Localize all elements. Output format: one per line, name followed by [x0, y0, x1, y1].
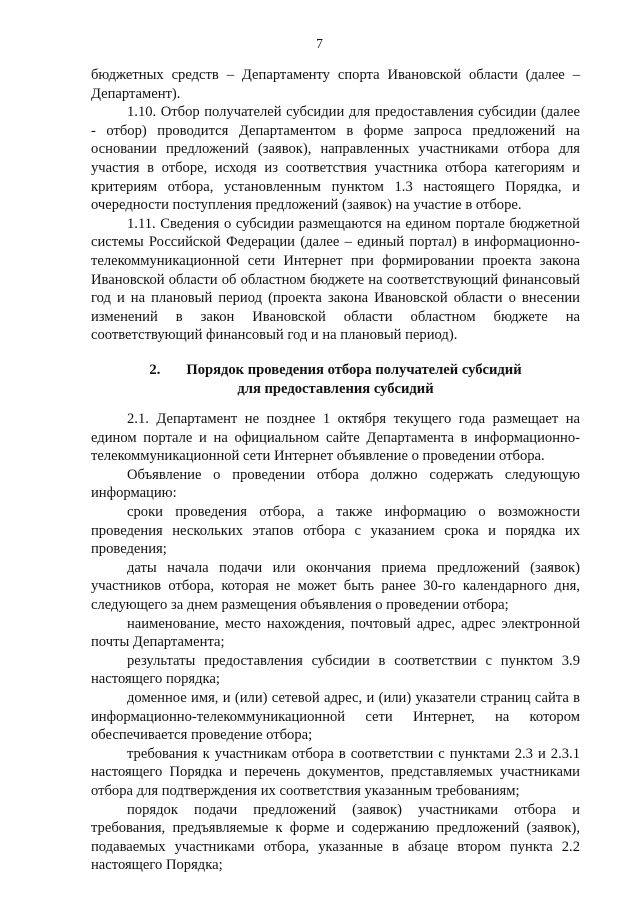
- section-title-line1: Порядок проведения отбора получателей субсидий: [186, 361, 522, 378]
- section-number: 2.: [149, 361, 161, 378]
- list-item-domain: доменное имя, и (или) сетевой адрес, и (или) указатели страниц сайта в информационно-телекоммуникационной сети Интернет, на котором обеспечивается проведение отбора;: [91, 690, 580, 744]
- paragraph-continuation: бюджетных средств – Департаменту спорта Ивановской области (далее – Департамент).: [91, 67, 580, 102]
- page-number: 7: [316, 36, 323, 51]
- section-title-line2: для предоставления субсидий: [237, 380, 434, 397]
- paragraph-announcement: Объявление о проведении отбора должно содержать следующую информацию:: [91, 466, 580, 502]
- list-item-address: наименование, место нахождения, почтовый адрес, адрес электронной почты Департамента;: [91, 615, 580, 651]
- document-body: [91, 66, 580, 875]
- paragraph-1-11: 1.11. Сведения о субсидии размещаются на едином портале бюджетной системы Российской Федерации (далее – единый портал) в информационно-телекоммуникационной сети Интернет при формировании проекта закона Ивановской области об областном бюджете на соответствующий финансовый год и на плановый период (проекта закона Ивановской области о внесении изменений в закон Ивановской области областном бюджете на соответствующий финансовый год и на плановый период).: [91, 215, 580, 344]
- paragraph-2-1: 2.1. Департамент не позднее 1 октября текущего года размещает на едином портале и на официальном сайте Департамента в информационно-телекоммуникационной сети Интернет объявление о проведении отбора.: [91, 411, 580, 465]
- list-item-results: результаты предоставления субсидии в соответствии с пунктом 3.9 настоящего порядка;: [91, 652, 580, 688]
- paragraph-1-10: 1.10. Отбор получателей субсидии для предоставления субсидии (далее - отбор) проводится Департаментом в форме запроса предложений на основании предложений (заявок), направленных участниками отбора для участия в отборе, исходя из соответствия участника отбора категориям и критериям отбора, установленным пунктом 1.3 настоящего Порядка, и очередности поступления предложений (заявок) на участие в отборе.: [91, 104, 580, 214]
- list-item-submission: порядок подачи предложений (заявок) участниками отбора и требования, предъявляемые к форме и содержанию предложений (заявок), подаваемых участниками отбора, указанные в абзаце втором пункта 2.2 настоящего Порядка;: [91, 801, 580, 874]
- list-item-terms: сроки проведения отбора, а также информацию о возможности проведения нескольких этапов отбора с указанием срока и порядка их проведения;: [91, 504, 580, 558]
- section-heading: [91, 361, 580, 398]
- list-item-requirements: требования к участникам отбора в соответствии с пунктами 2.3 и 2.3.1 настоящего Порядка и перечень документов, представляемых участниками отбора для подтверждения их соответствия указанным требованиям;: [91, 745, 580, 799]
- list-item-dates: даты начала подачи или окончания приема предложений (заявок) участников отбора, которая не может быть ранее 30-го календарного дня, следующего за днем размещения объявления о проведении отбора;: [91, 559, 580, 614]
